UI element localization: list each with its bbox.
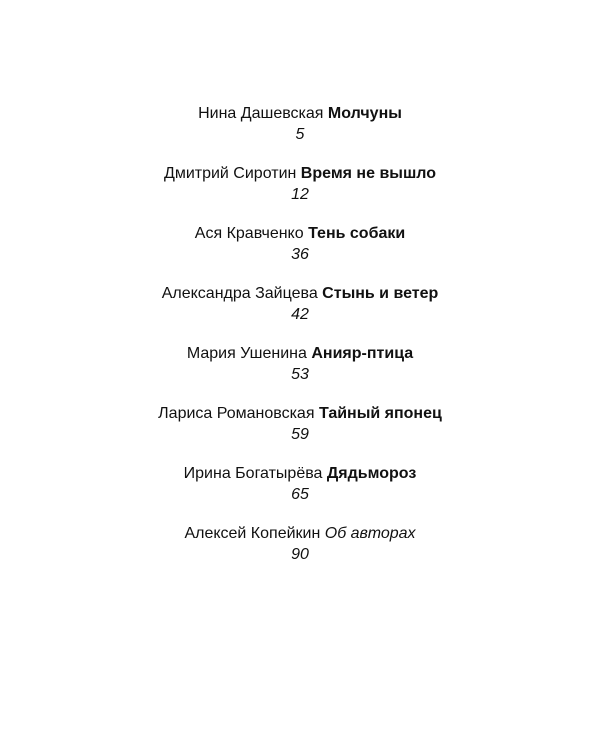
toc-author: Ирина Богатырёва bbox=[183, 465, 323, 482]
toc-title: Анияр-птица bbox=[311, 345, 414, 362]
toc-entry bbox=[0, 283, 600, 343]
toc-title: Молчуны bbox=[327, 105, 402, 122]
toc-author: Алексей Копейкин bbox=[184, 525, 321, 542]
toc-line bbox=[0, 103, 600, 124]
toc-line bbox=[0, 163, 600, 184]
toc-line bbox=[0, 223, 600, 244]
toc-entry bbox=[0, 163, 600, 223]
toc-title: Время не вышло bbox=[300, 165, 436, 182]
toc-title: Тень собаки bbox=[308, 225, 406, 242]
toc-entry bbox=[0, 403, 600, 463]
toc-entry bbox=[0, 463, 600, 523]
toc-page-number: 53 bbox=[291, 366, 309, 383]
toc-author: Ася Кравченко bbox=[194, 225, 304, 242]
toc-line bbox=[0, 343, 600, 364]
toc-page-number: 59 bbox=[291, 426, 309, 443]
toc-entry bbox=[0, 343, 600, 403]
toc-line bbox=[0, 283, 600, 304]
toc-entry bbox=[0, 103, 600, 163]
toc-entry bbox=[0, 523, 600, 583]
toc-line bbox=[0, 523, 600, 544]
toc-author: Мария Ушенина bbox=[186, 345, 307, 362]
toc-page-number: 90 bbox=[291, 546, 309, 563]
toc-page-number: 5 bbox=[295, 126, 305, 143]
toc-page-number: 42 bbox=[291, 306, 309, 323]
toc-title: Дядьмороз bbox=[326, 465, 417, 482]
toc-title: Тайный японец bbox=[318, 405, 442, 422]
toc-author: Лариса Романовская bbox=[158, 405, 315, 422]
toc-author: Нина Дашевская bbox=[198, 105, 324, 122]
toc-line bbox=[0, 463, 600, 484]
toc-line bbox=[0, 403, 600, 424]
toc-entry bbox=[0, 223, 600, 283]
table-of-contents bbox=[0, 103, 600, 583]
toc-page-number: 12 bbox=[291, 186, 309, 203]
toc-page-number: 65 bbox=[291, 486, 309, 503]
toc-page-number: 36 bbox=[291, 246, 309, 263]
toc-author: Дмитрий Сиротин bbox=[163, 165, 297, 182]
toc-author: Александра Зайцева bbox=[161, 285, 318, 302]
toc-title: Стынь и ветер bbox=[322, 285, 439, 302]
toc-title: Об авторах bbox=[324, 525, 416, 542]
